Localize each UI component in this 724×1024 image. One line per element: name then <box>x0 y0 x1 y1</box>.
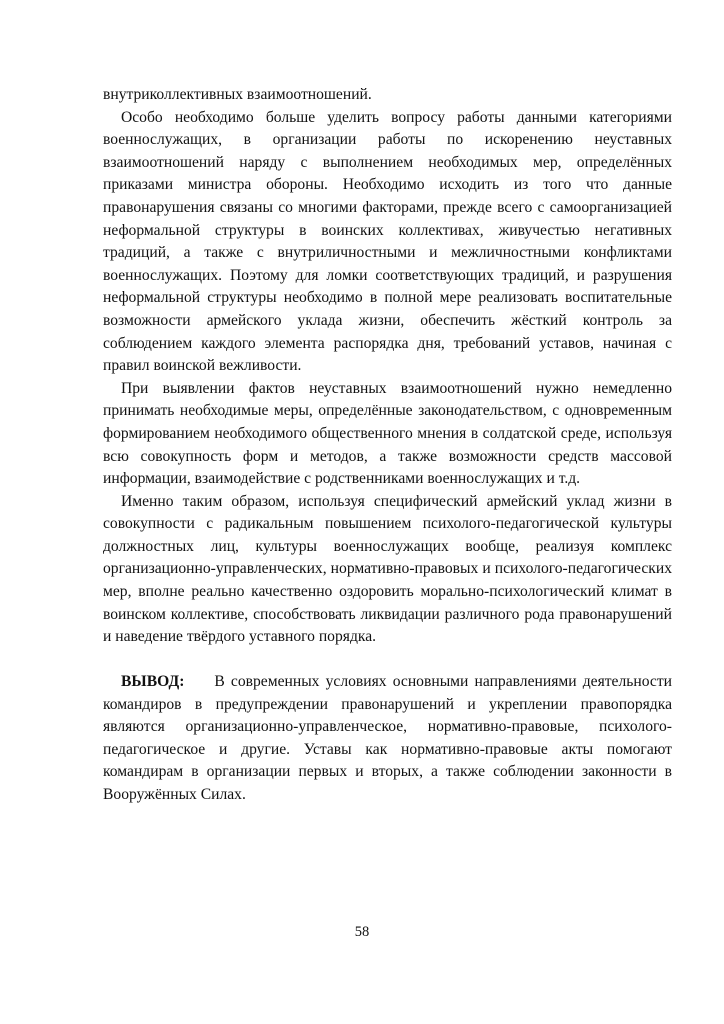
conclusion-text: В современных условиях основными направлениями деятельности командиров в предупреждении правонарушений и укреплении правопорядка являются организационно-управленческое, нормативно-правовые, психолого-педагогическое и другие. Уставы как нормативно-правовые акты помогают командирам в организации первых и вторых, а также соблюдении законности в Вооружённых Силах. <box>103 673 672 803</box>
paragraph-summary: Именно таким образом, используя специфический армейский уклад жизни в совокупности с радикальным повышением психолого-педагогической культуры должностных лиц, культуры военнослужащих вообще, реализуя комплекс организационно-управленческих, нормативно-правовых и психолого-педагогических мер, вполне реально качественно оздоровить морально-психологический климат в воинском коллективе, способствовать ликвидации различного рода правонарушений и наведение твёрдого уставного порядка. <box>103 492 672 646</box>
page-number: 58 <box>354 924 370 940</box>
conclusion-label: ВЫВОД: <box>121 673 185 690</box>
paragraph-measures: При выявлении фактов неуставных взаимоотношений нужно немедленно принимать необходимые меры, определённые законодательством, с одновременным формированием необходимого общественного мнения в солдатской среде, используя всю совокупность форм и методов, а также возможности средств массовой информации, взаимодействие с родственниками военнослужащих и т.д. <box>103 379 672 488</box>
paragraph-hazing-prevention: Особо необходимо больше уделить вопросу работы данными категориями военнослужащих, в организации работы по искоренению неуставных взаимоотношений наряду с выполнением необходимых мер, определённых приказами министра обороны. Необходимо исходить из того что данные правонарушения связаны со многими факторами, прежде всего с самоорганизацией неформальной структуры в воинских коллективах, живучестью негативных традиций, а также с внутриличностными и межличностными конфликтами военнослужащих. Поэтому для ломки соответствующих традиций, и разрушения неформальной структуры необходимо в полной мере реализовать воспитательные возможности армейского уклада жизни, обеспечить жёсткий контроль за соблюдением каждого элемента распорядка дня, требований уставов, начиная с правил воинской вежливости. <box>103 108 672 375</box>
paragraph-continuation: внутриколлективных взаимоотношений. <box>103 86 372 103</box>
conclusion-paragraph <box>103 671 672 807</box>
document-body <box>103 84 672 649</box>
conclusion-section <box>103 671 672 807</box>
